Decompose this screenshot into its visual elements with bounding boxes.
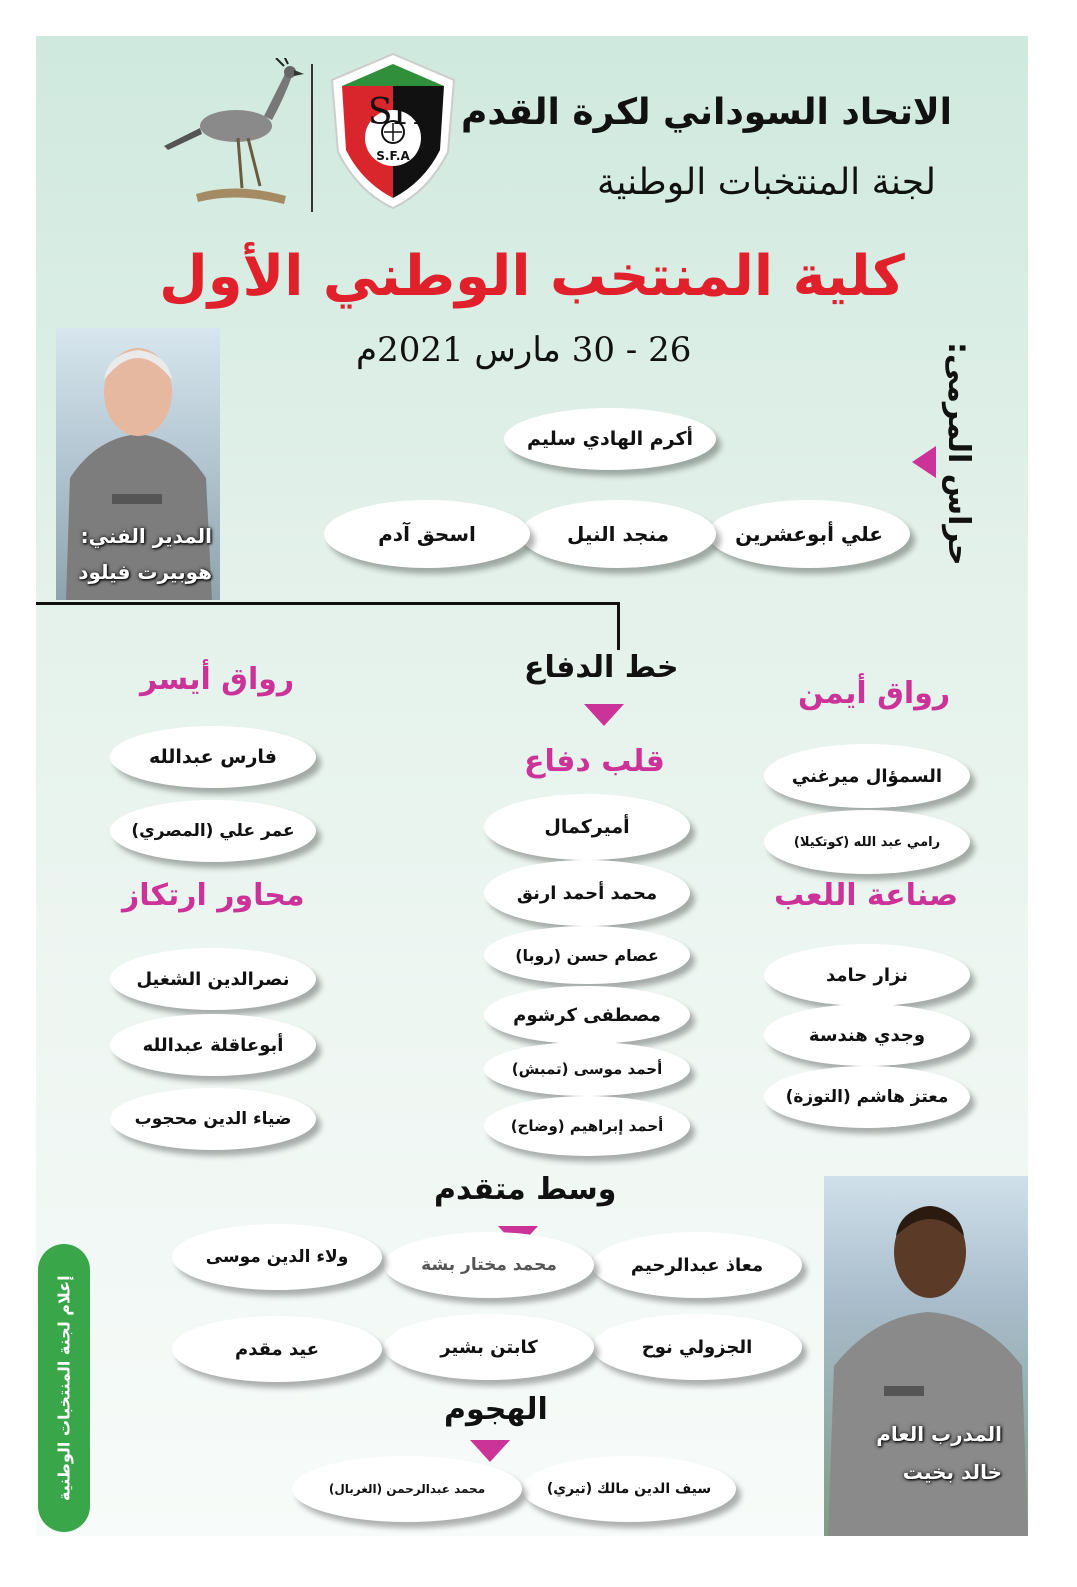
technical-director-photo — [56, 328, 220, 600]
center-back-pill: عصام حسن (روبا) — [484, 926, 690, 984]
head-coach-title: المدرب العام — [876, 1422, 1002, 1446]
defense-label: خط الدفاع — [524, 650, 679, 685]
attack-pill: سيف الدين مالك (تيري) — [522, 1456, 736, 1522]
logo-text: S.F.A — [376, 149, 410, 163]
holding-pill: ضياء الدين محجوب — [110, 1088, 316, 1150]
left-back-pill: عمر علي (المصري) — [110, 800, 316, 862]
right-back-pill: السمؤال ميرغني — [764, 744, 970, 808]
goalkeeper-pill: منجد النيل — [520, 500, 716, 568]
advanced-mid-pill: معاذ عبدالرحيم — [592, 1232, 802, 1298]
center-back-pill: مصطفى كرشوم — [484, 986, 690, 1044]
holding-label: محاور ارتكاز — [122, 878, 305, 913]
media-side-tab-text: إعلام لجنة المنتخبات الوطنية — [54, 1275, 74, 1501]
holding-pill: أبوعاقلة عبدالله — [110, 1014, 316, 1076]
advanced-mid-pill: كابتن بشير — [384, 1314, 594, 1380]
org-title: الاتحاد السوداني لكرة القدم — [460, 92, 952, 133]
goalkeepers-label: حراس المرمى: — [941, 342, 976, 566]
headline: كلية المنتخب الوطني الأول — [159, 244, 905, 309]
org-title-row — [368, 92, 952, 133]
right-back-pill: رامي عبد الله (كوتكيلا) — [764, 810, 970, 874]
left-back-label: رواق أيسر — [140, 662, 295, 697]
header-divider — [311, 64, 313, 212]
org-abbr: SFA — [367, 92, 441, 133]
center-back-label: قلب دفاع — [524, 744, 665, 779]
goalkeeper-pill: علي أبوعشرين — [708, 500, 910, 568]
attack-label: الهجوم — [444, 1392, 548, 1427]
head-coach-photo — [824, 1176, 1028, 1536]
advanced-mid-pill: محمد مختار بشة — [384, 1232, 594, 1298]
holding-pill: نصرالدين الشغيل — [110, 948, 316, 1010]
playmaker-pill: نزار حامد — [764, 944, 970, 1006]
center-back-pill: محمد أحمد ارنق — [484, 860, 690, 926]
center-back-pill: أميركمال — [484, 794, 690, 860]
technical-director-title: المدير الفني: — [80, 524, 212, 548]
center-back-pill: أحمد موسى (تمبش) — [484, 1042, 690, 1096]
section-divider — [36, 602, 620, 605]
playmaker-pill: وجدي هندسة — [764, 1004, 970, 1066]
head-coach-name: خالد بخيت — [902, 1460, 1002, 1484]
attack-arrow — [470, 1440, 510, 1462]
media-side-tab — [38, 1244, 90, 1532]
playmakers-label: صناعة اللعب — [774, 878, 959, 913]
poster — [36, 36, 1028, 1536]
playmaker-pill: معتز هاشم (التوزة) — [764, 1066, 970, 1128]
left-back-pill: فارس عبدالله — [110, 726, 316, 788]
section-divider-drop — [617, 602, 620, 650]
goalkeepers-arrow — [912, 446, 936, 478]
defense-arrow — [584, 704, 624, 726]
attack-pill: محمد عبدالرحمن (الغربال) — [292, 1456, 522, 1522]
goalkeeper-pill: اسحق آدم — [324, 500, 530, 568]
secretary-bird-emblem — [156, 58, 306, 208]
committee-name: لجنة المنتخبات الوطنية — [597, 162, 936, 203]
advanced-mid-label: وسط متقدم — [434, 1172, 617, 1207]
right-back-label: رواق أيمن — [798, 676, 951, 711]
advanced-mid-pill: الجزولي نوح — [592, 1314, 802, 1380]
goalkeeper-pill: أكرم الهادي سليم — [504, 408, 716, 470]
advanced-mid-pill: عيد مقدم — [172, 1316, 382, 1382]
camp-dates: 26 - 30 مارس 2021م — [356, 330, 692, 370]
center-back-pill: أحمد إبراهيم (وضاح) — [484, 1096, 690, 1156]
technical-director-name: هوبيرت فيلود — [78, 560, 212, 584]
advanced-mid-pill: ولاء الدين موسى — [172, 1224, 382, 1290]
